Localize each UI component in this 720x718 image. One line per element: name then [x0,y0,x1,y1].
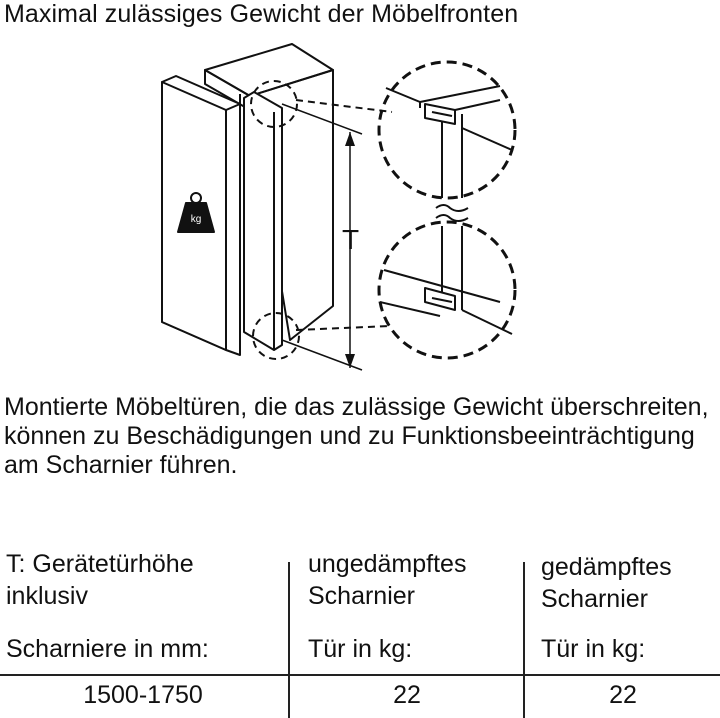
row-height-range: 1500-1750 [83,681,203,709]
table-divider [0,674,720,676]
header-height-line2: inklusiv [6,582,88,610]
subheader-undamped: Tür in kg: [308,635,413,663]
row-damped-weight: 22 [609,681,637,709]
subheader-height: Scharniere in mm: [6,635,209,663]
weight-icon-label: kg [190,214,202,225]
warning-description: Montierte Möbeltüren, die das zulässige Gewicht überschreiten, können zu Beschädigungen und zu Funktionsbeeinträchtigung am Scharnier führen. [4,393,709,479]
installation-diagram [0,30,720,380]
header-damped-line2: Scharnier [541,585,648,613]
hinge-detail-bottom [379,222,515,358]
hinge-detail-top [379,62,515,198]
header-undamped-line2: Scharnier [308,582,415,610]
page-title: Maximal zulässiges Gewicht der Möbelfronten [4,0,519,28]
column-separator [288,562,290,718]
header-height-line1: T: Gerätetürhöhe [6,550,194,578]
header-undamped-line1: ungedämpftes [308,550,467,578]
column-separator [523,562,525,718]
row-undamped-weight: 22 [393,681,421,709]
subheader-damped: Tür in kg: [541,635,646,663]
dimension-label-T: T [342,224,360,255]
header-damped-line1: gedämpftes [541,553,672,581]
